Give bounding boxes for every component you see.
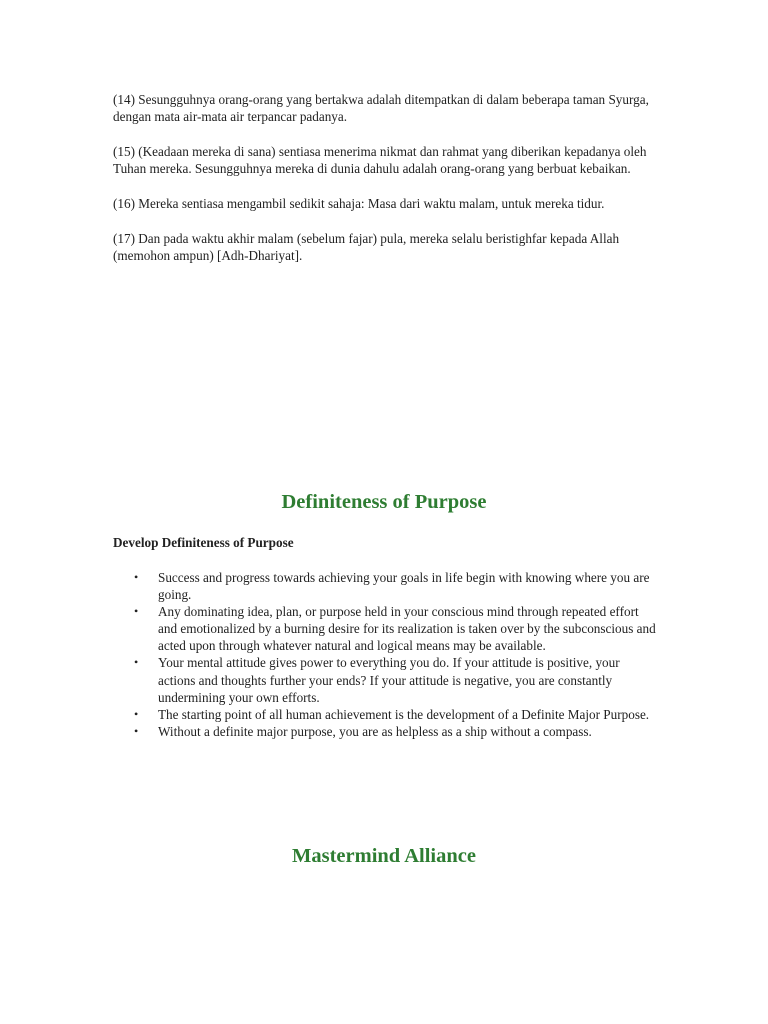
verse-17: (17) Dan pada waktu akhir malam (sebelum fajar) pula, mereka selalu beristighfar kepada Allah (memohon ampun) [Adh-Dhariyat]. (113, 230, 620, 263)
list-item (134, 654, 658, 705)
list-item-text: Success and progress towards achieving your goals in life begin with knowing where you are going. (158, 570, 650, 603)
verse-15: (15) (Keadaan mereka di sana) sentiasa menerima nikmat dan rahmat yang diberikan kepadanya oleh Tuhan mereka. Sesungguhnya mereka di dunia dahulu adalah orang-orang yang berbuat kebaikan. (113, 143, 647, 177)
bullet-icon: • (134, 723, 139, 738)
section-title-definiteness: Definiteness of Purpose (281, 491, 487, 513)
list-item (134, 723, 658, 740)
section-title-mastermind: Mastermind Alliance (292, 845, 476, 867)
bullet-icon: • (134, 604, 139, 619)
list-item (134, 603, 658, 654)
list-item (134, 706, 658, 723)
list-item-text: Without a definite major purpose, you are as helpless as a ship without a compass. (158, 723, 592, 739)
list-item-text: Any dominating idea, plan, or purpose held in your conscious mind through repeated effort and emotionalized by a burning desire for its realization is taken over by the subconscious and acted upon through whatever natural and logical means may be available. (158, 604, 656, 654)
list-item-text: The starting point of all human achievement is the development of a Definite Major Purpose. (158, 706, 650, 722)
section-subheading: Develop Definiteness of Purpose (113, 535, 294, 550)
verse-block (113, 91, 653, 281)
bullet-list (113, 569, 658, 740)
verse-16: (16) Mereka sentiasa mengambil sedikit sahaja: Masa dari waktu malam, untuk mereka tidur. (113, 195, 605, 211)
bullet-icon: • (134, 655, 139, 670)
bullet-icon: • (134, 570, 139, 584)
bullet-icon: • (134, 706, 139, 721)
list-item (134, 569, 658, 603)
list-item-text: Your mental attitude gives power to everything you do. If your attitude is positive, your actions and thoughts further your ends? If your attitude is negative, you are constantly undermining your own efforts. (158, 655, 620, 705)
verse-14: (14) Sesungguhnya orang-orang yang bertakwa adalah ditempatkan di dalam beberapa taman Syurga, dengan mata air-mata air terpancar padanya. (113, 92, 649, 125)
